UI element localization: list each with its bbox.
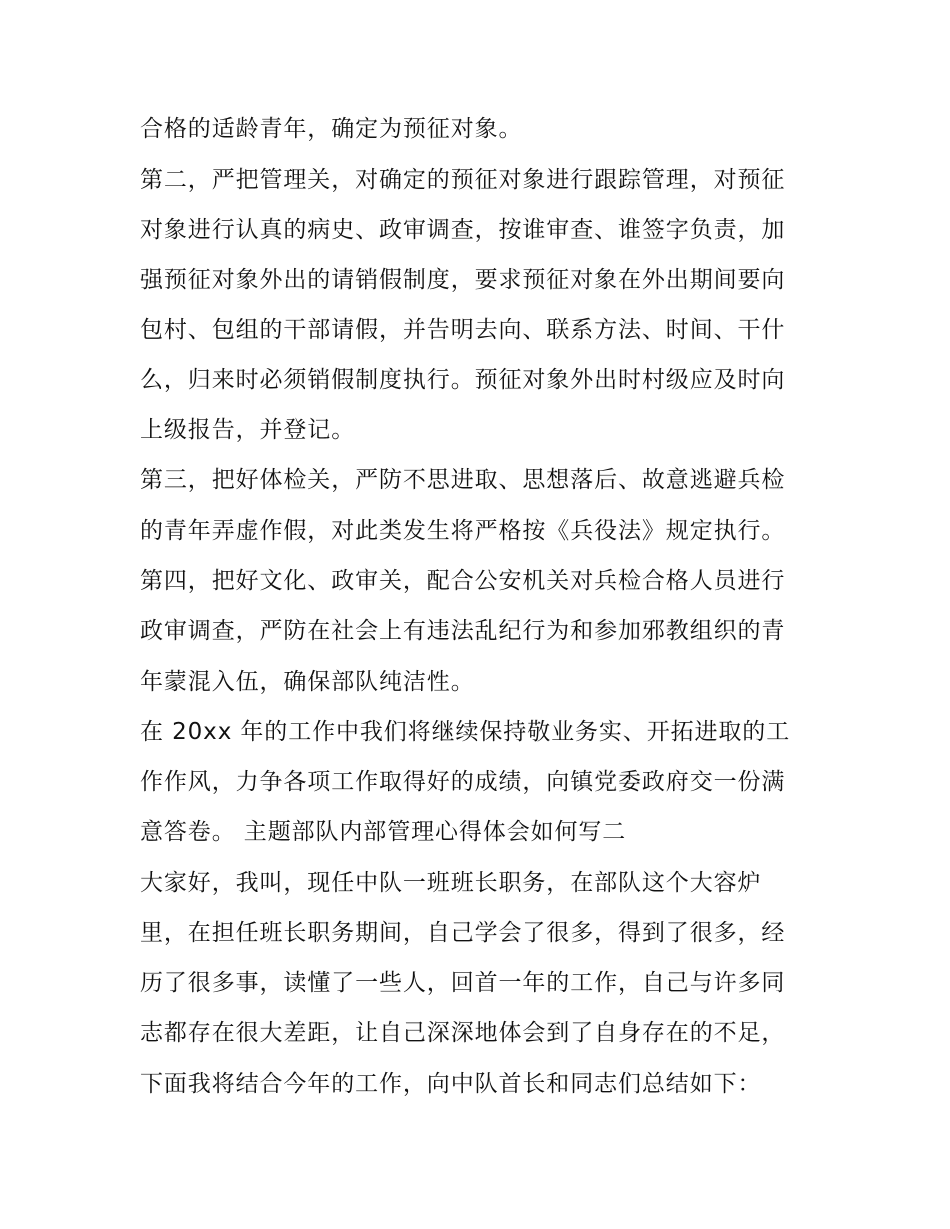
text-line: 大家好，我叫，现任中队一班班长职务，在部队这个大容炉 <box>140 870 762 896</box>
text-line: 政审调查，严防在社会上有违法乱纪行为和参加邪教组织的青 <box>140 618 786 644</box>
text-line: 历了很多事，读懂了一些人，回首一年的工作，自己与许多同 <box>140 970 786 996</box>
text-line: 作作风，力争各项工作取得好的成绩，向镇党委政府交一份满 <box>140 769 786 795</box>
text-line: 强预征对象外出的请销假制度，要求预征对象在外出期间要向 <box>140 267 786 293</box>
text-line: 合格的适龄青年，确定为预征对象。 <box>140 116 523 142</box>
text-line: 的青年弄虚作假，对此类发生将严格按《兵役法》规定执行。 <box>140 518 786 544</box>
text-line: 意答卷。 主题部队内部管理心得体会如何写二 <box>140 819 627 845</box>
text-line: 包村、包组的干部请假，并告明去向、联系方法、时间、干什 <box>140 317 786 343</box>
text-line: 上级报告，并登记。 <box>140 417 356 443</box>
text-line: 志都存在很大差距，让自己深深地体会到了自身存在的不足， <box>140 1020 786 1046</box>
text-line: 第二，严把管理关，对确定的预征对象进行跟踪管理，对预征 <box>140 167 786 193</box>
text-line: 第三，把好体检关，严防不思进取、思想落后、故意逃避兵检 <box>140 467 786 493</box>
text-line: 么，归来时必须销假制度执行。预征对象外出时村级应及时向 <box>140 367 786 393</box>
text-line: 第四，把好文化、政审关，配合公安机关对兵检合格人员进行 <box>140 568 786 594</box>
text-line: 下面我将结合今年的工作，向中队首长和同志们总结如下： <box>140 1071 762 1097</box>
text-line: 在 20xx 年的工作中我们将继续保持敬业务实、开拓进取的工 <box>140 719 791 745</box>
text-line: 年蒙混入伍，确保部队纯洁性。 <box>140 669 475 695</box>
text-line: 对象进行认真的病史、政审调查，按谁审查、谁签字负责，加 <box>140 217 786 243</box>
text-line: 里，在担任班长职务期间，自己学会了很多，得到了很多，经 <box>140 920 786 946</box>
